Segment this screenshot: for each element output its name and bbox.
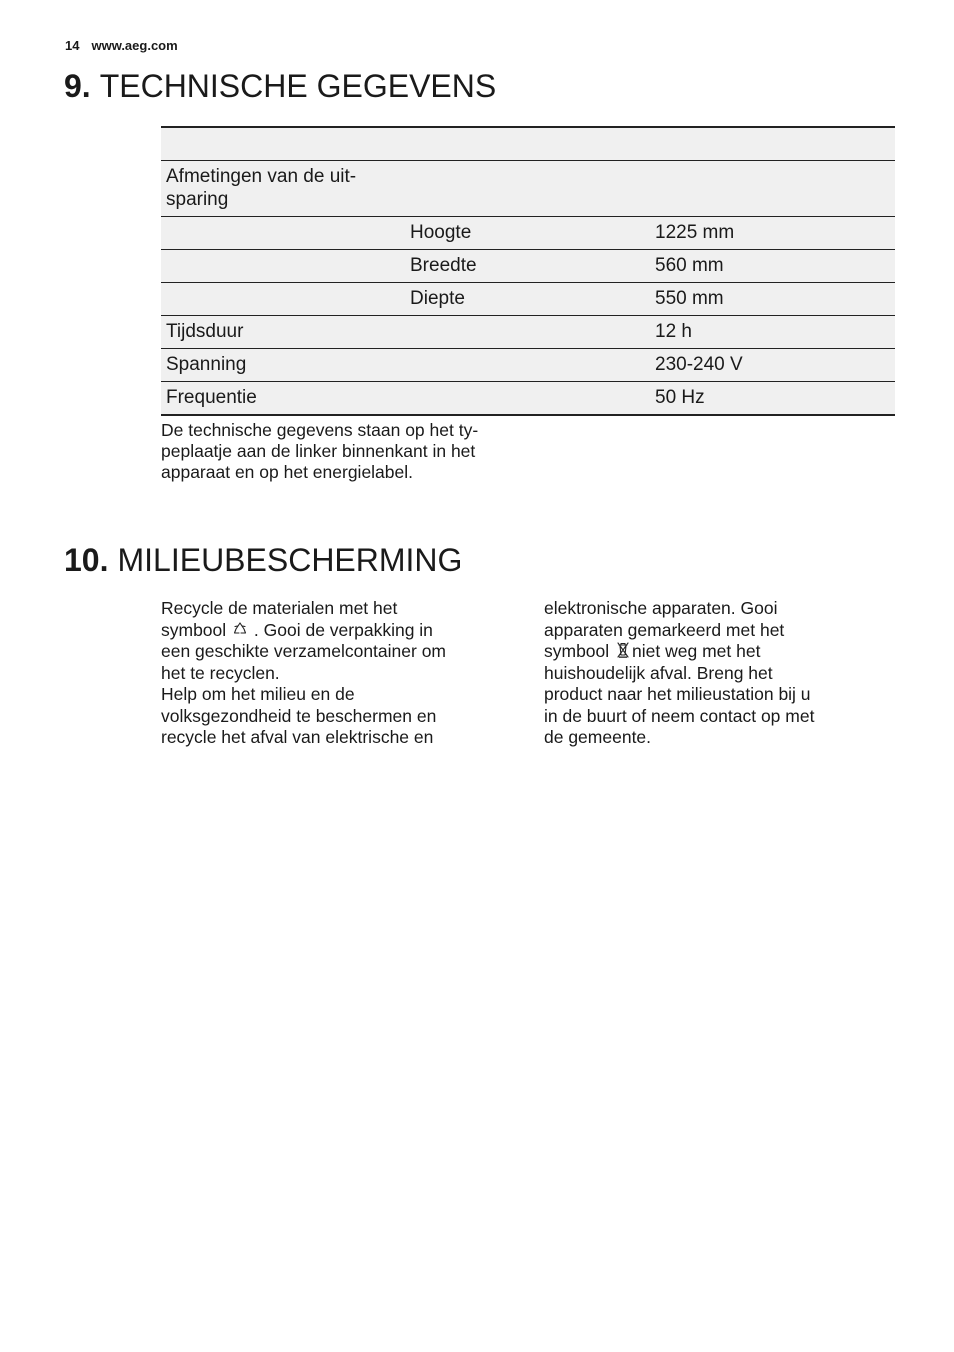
environment-text-right — [544, 598, 864, 749]
table-cell: 1225 mm — [655, 222, 735, 243]
table-header-row — [161, 128, 895, 161]
table-cell — [651, 161, 895, 216]
table-cell: Afmetingen van de uit- sparing — [166, 166, 357, 210]
table-cell: 230-240 V — [655, 354, 743, 375]
table-cell: 12 h — [655, 321, 692, 342]
table-cell: 560 mm — [655, 255, 724, 276]
table-cell: Spanning — [166, 354, 247, 375]
recycle-text-start: Recycle de materialen met het symbool — [161, 598, 398, 640]
table-row — [161, 349, 895, 382]
section-heading: MILIEUBESCHERMING — [117, 542, 463, 578]
environment-paragraph: Help om het milieu en de volksgezondheid te beschermen en recycle het afval van elektrische en — [161, 684, 437, 747]
spec-table — [161, 126, 895, 416]
page-number: 14 — [65, 38, 80, 53]
table-row — [161, 250, 895, 283]
table-cell — [161, 217, 406, 249]
table-body — [161, 161, 895, 416]
crossed-out-bin-icon — [616, 642, 630, 658]
table-row — [161, 217, 895, 250]
table-cell — [406, 316, 651, 348]
table-cell — [406, 349, 651, 381]
table-row — [161, 382, 895, 416]
table-cell: 50 Hz — [655, 387, 705, 408]
table-cell — [406, 382, 651, 414]
section-number: 9. — [64, 68, 91, 104]
table-row — [161, 316, 895, 349]
website-link[interactable]: www.aeg.com — [91, 38, 178, 53]
table-row — [161, 283, 895, 316]
table-cell: Tijdsduur — [166, 321, 244, 342]
table-cell: Hoogte — [410, 222, 472, 243]
table-row — [161, 161, 895, 217]
table-note: De technische gegevens staan op het ty- peplaatje aan de linker binnenkant in het apparaat en op het energielabel. — [161, 420, 479, 482]
environment-text-left — [161, 598, 491, 749]
table-cell — [161, 250, 406, 282]
table-cell — [406, 161, 651, 216]
table-cell: Frequentie — [166, 387, 257, 408]
table-cell: 550 mm — [655, 288, 724, 309]
recycle-text-end: . Gooi de verpakking in een geschikte verzamelcontainer om het te recyclen. — [161, 619, 447, 683]
weee-text-start: elektronische apparaten. Gooi apparaten gemarkeerd met het symbool — [544, 598, 785, 661]
section-title-environment — [64, 542, 462, 579]
section-number: 10. — [64, 542, 109, 578]
recycle-icon — [233, 621, 247, 637]
section-heading: TECHNISCHE GEGEVENS — [99, 68, 497, 104]
table-cell: Breedte — [410, 255, 477, 276]
section-title-technical-data — [64, 68, 496, 105]
table-cell: Diepte — [410, 288, 465, 309]
page-header — [65, 38, 178, 53]
weee-text-end: niet weg met het huishoudelijk afval. Breng het product naar het milieustation bij u in de buurt of neem contact op met de gemeente. — [544, 641, 815, 747]
table-cell — [161, 283, 406, 315]
